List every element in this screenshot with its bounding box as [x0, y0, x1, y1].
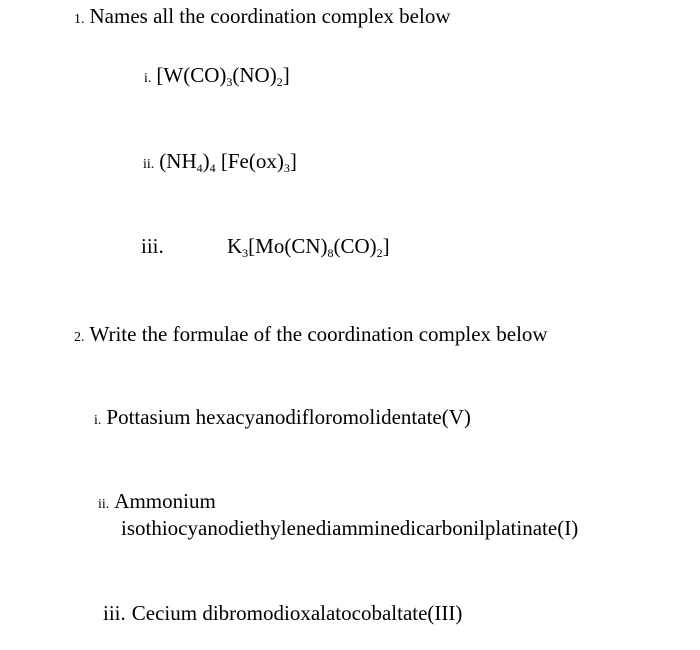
q2-heading-line	[74, 322, 548, 347]
q1-item-i	[144, 63, 290, 88]
formula-subscript: 2	[276, 75, 283, 89]
formula-part: [Fe(ox)	[215, 149, 284, 173]
formula-subscript: 3	[242, 246, 249, 260]
formula-part: ]	[289, 149, 297, 173]
q2-item-ii	[98, 489, 216, 514]
formula-part: (NO)	[232, 63, 277, 87]
formula-part: ]	[282, 63, 290, 87]
q1-item-ii	[143, 149, 297, 174]
q2-item-i	[94, 405, 471, 430]
q2-item-iii	[103, 601, 462, 626]
q2-item-iii-label: iii.	[103, 601, 126, 625]
formula-subscript: 3	[283, 161, 290, 175]
q1-item-i-label: i.	[144, 71, 152, 86]
formula-part: [Mo(CN)	[248, 234, 328, 258]
q2-item-ii-text-line1: Ammonium	[114, 489, 216, 513]
q1-heading: Names all the coordination complex below	[89, 4, 451, 28]
formula-subscript: 8	[327, 246, 334, 260]
q2-item-ii-text-line2: isothiocyanodiethylenediamminedicarbonilplatinate(I)	[121, 516, 579, 540]
formula-part: K	[227, 234, 243, 258]
q2-item-ii-label: ii.	[98, 497, 110, 512]
q1-item-iii	[141, 234, 164, 259]
q1-item-iii-label: iii.	[141, 234, 164, 258]
q1-item-i-formula	[156, 63, 289, 87]
q2-heading: Write the formulae of the coordination complex below	[89, 322, 548, 346]
q1-item-ii-label: ii.	[143, 157, 155, 172]
formula-subscript: 2	[376, 246, 383, 260]
q1-item-ii-formula	[159, 149, 297, 173]
q2-item-i-label: i.	[94, 413, 102, 428]
q1-heading-line	[74, 4, 450, 29]
formula-part: )	[202, 149, 210, 173]
formula-subscript: 3	[226, 75, 233, 89]
q2-item-i-text: Pottasium hexacyanodifloromolidentate(V)	[106, 405, 471, 429]
q2-item-iii-text: Cecium dibromodioxalatocobaltate(III)	[131, 601, 463, 625]
formula-subscript: 4	[209, 161, 216, 175]
formula-part: [W(CO)	[156, 63, 227, 87]
formula-part: (CO)	[333, 234, 377, 258]
formula-subscript: 4	[196, 161, 203, 175]
q2-number: 2.	[74, 330, 85, 345]
q2-item-ii-continued	[121, 516, 578, 541]
q1-item-iii-formula	[227, 234, 390, 258]
q1-item-iii-formula-line	[227, 234, 390, 259]
formula-part: (NH	[159, 149, 197, 173]
q1-number: 1.	[74, 12, 85, 27]
formula-part: ]	[382, 234, 390, 258]
